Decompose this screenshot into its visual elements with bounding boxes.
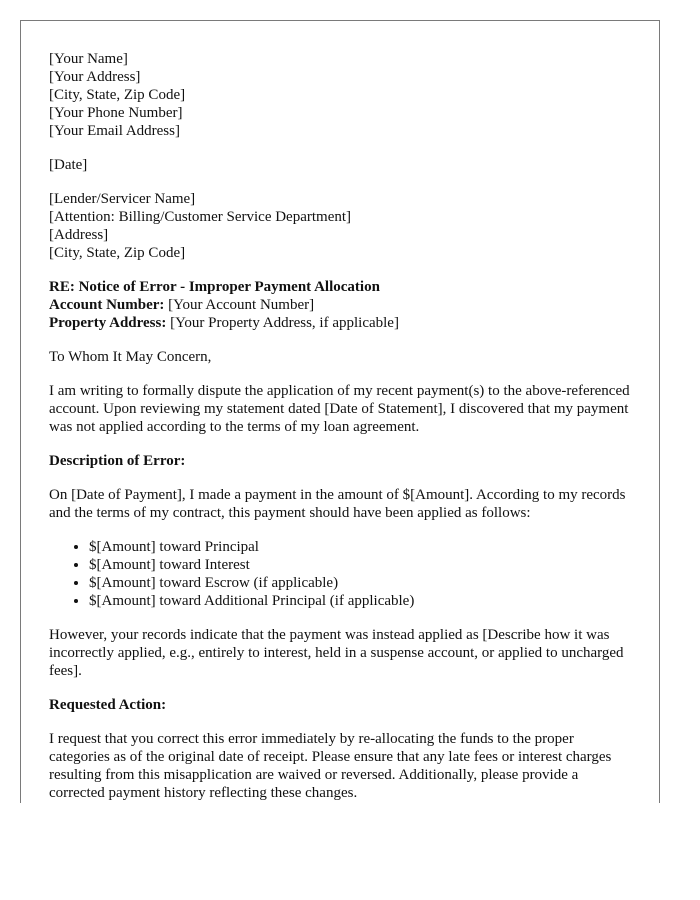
property-address-label: Property Address:	[49, 315, 167, 331]
letter-page	[20, 20, 660, 803]
letter-body	[49, 50, 635, 802]
intro-paragraph: I am writing to formally dispute the application of my recent payment(s) to the above-referenced account. Upon reviewing my statement dated [Date of Statement], I discovered that my payment was not applied according to the terms of my loan agreement.	[49, 383, 630, 435]
subject-block	[49, 278, 635, 332]
letter-date: [Date]	[49, 157, 88, 173]
list-item: • $[Amount] toward Additional Principal (if applicable)	[89, 592, 635, 610]
description-heading: Description of Error:	[49, 453, 186, 469]
recipient-address: [Address]	[49, 227, 109, 243]
description-paragraph: On [Date of Payment], I made a payment in the amount of $[Amount]. According to my records and the terms of my contract, this payment should have been applied as follows:	[49, 487, 626, 521]
allocation-list	[49, 538, 635, 610]
requested-action-paragraph: I request that you correct this error immediately by re-allocating the funds to the proper categories as of the original date of receipt. Please ensure that any late fees or interest charges resulting from this misapplication are waived or reversed. Additionally, please provide a corrected payment history reflecting these changes.	[49, 731, 612, 801]
salutation: To Whom It May Concern,	[49, 349, 212, 365]
recipient-attention: [Attention: Billing/Customer Service Department]	[49, 209, 352, 225]
list-item: • $[Amount] toward Principal	[89, 538, 635, 556]
list-item: • $[Amount] toward Escrow (if applicable)	[89, 574, 635, 592]
sender-email: [Your Email Address]	[49, 123, 180, 139]
sender-block	[49, 50, 635, 140]
recipient-city-state-zip: [City, State, Zip Code]	[49, 245, 186, 261]
however-paragraph: However, your records indicate that the payment was instead applied as [Describe how it was incorrectly applied, e.g., entirely to interest, held in a suspense account, or applied to uncharged fees].	[49, 627, 624, 679]
date-block	[49, 156, 635, 174]
recipient-block	[49, 190, 635, 262]
sender-name: [Your Name]	[49, 51, 128, 67]
property-address-line	[49, 314, 635, 332]
account-number-line	[49, 296, 635, 314]
list-item: • $[Amount] toward Interest	[89, 556, 635, 574]
account-number-value: [Your Account Number]	[164, 297, 315, 313]
account-number-label: Account Number:	[49, 297, 165, 313]
subject-line: RE: Notice of Error - Improper Payment Allocation	[49, 279, 380, 295]
property-address-value: [Your Property Address, if applicable]	[166, 315, 399, 331]
sender-city-state-zip: [City, State, Zip Code]	[49, 87, 186, 103]
sender-address: [Your Address]	[49, 69, 141, 85]
sender-phone: [Your Phone Number]	[49, 105, 183, 121]
requested-action-heading: Requested Action:	[49, 697, 167, 713]
recipient-name: [Lender/Servicer Name]	[49, 191, 196, 207]
